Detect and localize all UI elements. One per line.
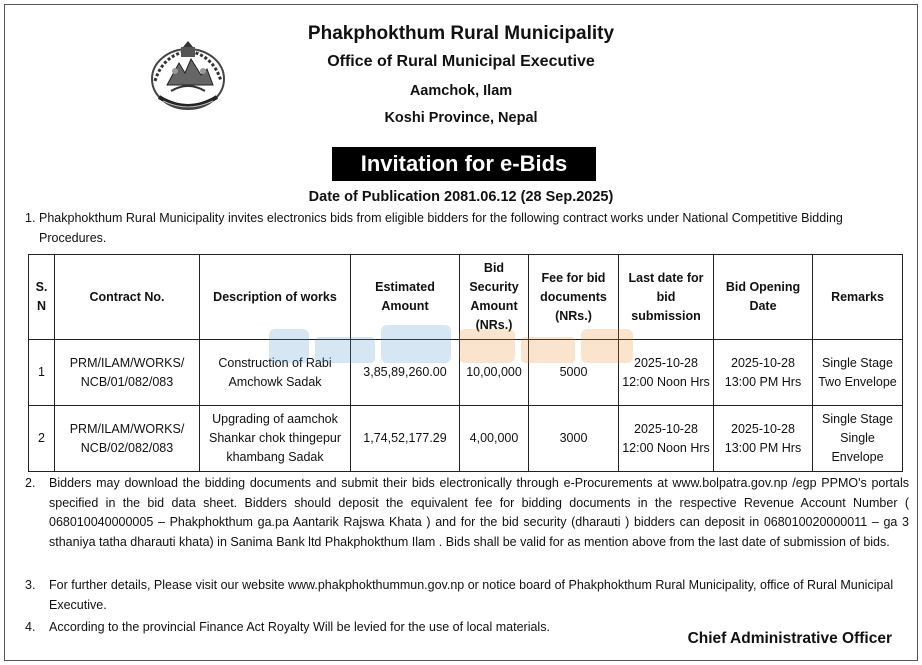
paragraph-text: According to the provincial Finance Act Royalty Will be levied for the use of local materials.: [49, 620, 550, 634]
cell-opening-date: 2025-10-28 13:00 PM Hrs: [714, 340, 813, 406]
cell-contract-no: PRM/ILAM/WORKS/ NCB/01/082/083: [55, 340, 200, 406]
notice-title: Invitation for e-Bids: [332, 147, 596, 181]
cell-last-date: 2025-10-28 12:00 Noon Hrs: [619, 406, 714, 472]
paragraph-number: 4.: [25, 620, 36, 634]
table-header-row: [29, 255, 903, 340]
header-remarks: Remarks: [813, 255, 903, 340]
paragraph-number: 3.: [25, 578, 36, 592]
paragraph-3: [25, 576, 909, 615]
paragraph-number: 2.: [25, 476, 36, 490]
cell-remarks: Single Stage Two Envelope: [813, 340, 903, 406]
header-bid-security: Bid Security Amount (NRs.): [460, 255, 529, 340]
cell-bid-security: 10,00,000: [460, 340, 529, 406]
paragraph-4: [25, 618, 645, 638]
cell-description: Upgrading of aamchok Shankar chok thingepur khambang Sadak: [200, 406, 351, 472]
header-fee: Fee for bid documents (NRs.): [529, 255, 619, 340]
paragraph-text: For further details, Please visit our website www.phakphokthummun.gov.np or notice board of Phakphokthum Rural Municipality, office of Rural Municipal Executive.: [49, 578, 894, 612]
office-name: Office of Rural Municipal Executive: [327, 53, 595, 70]
cell-estimated-amount: 3,85,89,260.00: [351, 340, 460, 406]
table-row: [29, 406, 903, 472]
cell-opening-date: 2025-10-28 13:00 PM Hrs: [714, 406, 813, 472]
paragraph-text: Bidders may download the bidding documents and submit their bids electronically through e-Procurements at www.bolpatra.gov.np /egp PPMO's portals specified in the bid data sheet. Bidders should deposit the equivalent fee for bidding documents in the respective Revenue Account Number ( 068010040000005 – Phakphokthum ga.pa Aantarik Rajswa Khata ) and for the bid security (dharauti ) bidders can deposit in 068010020000011 – ga 3 sthaniya tatha dharauti khata) in Sanima Bank ltd Phakphokthum Ilam . Bids shall be valid for as mention above from the last date of submission of bids.: [49, 476, 909, 549]
publication-date: Date of Publication 2081.06.12 (28 Sep.2025): [308, 189, 614, 205]
header-estimated-amount: Estimated Amount: [351, 255, 460, 340]
signatory-title: Chief Administrative Officer: [687, 630, 892, 647]
notice-page: [4, 4, 918, 661]
cell-bid-security: 4,00,000: [460, 406, 529, 472]
cell-remarks: Single Stage Single Envelope: [813, 406, 903, 472]
paragraph-number: 1.: [25, 211, 36, 225]
office-province: Koshi Province, Nepal: [384, 110, 538, 126]
header-description: Description of works: [200, 255, 351, 340]
cell-sn: 1: [29, 340, 55, 406]
paragraph-2: [25, 474, 909, 552]
cell-fee: 5000: [529, 340, 619, 406]
notice-header: [5, 21, 917, 128]
header-last-date: Last date for bid submission: [619, 255, 714, 340]
header-opening-date: Bid Opening Date: [714, 255, 813, 340]
table-row: [29, 340, 903, 406]
header-sn: S. N: [29, 255, 55, 340]
bid-table: [28, 254, 903, 472]
cell-last-date: 2025-10-28 12:00 Noon Hrs: [619, 340, 714, 406]
cell-sn: 2: [29, 406, 55, 472]
paragraph-1: [25, 209, 909, 248]
cell-estimated-amount: 1,74,52,177.29: [351, 406, 460, 472]
office-location: Aamchok, Ilam: [409, 83, 513, 99]
cell-description: Construction of Rabi Amchowk Sadak: [200, 340, 351, 406]
paragraph-text: Phakphokthum Rural Municipality invites electronics bids from eligible bidders for the following contract works under National Competitive Bidding Procedures.: [39, 211, 843, 245]
municipality-name: Phakphokthum Rural Municipality: [307, 23, 615, 44]
header-contract-no: Contract No.: [55, 255, 200, 340]
cell-contract-no: PRM/ILAM/WORKS/ NCB/02/082/083: [55, 406, 200, 472]
cell-fee: 3000: [529, 406, 619, 472]
